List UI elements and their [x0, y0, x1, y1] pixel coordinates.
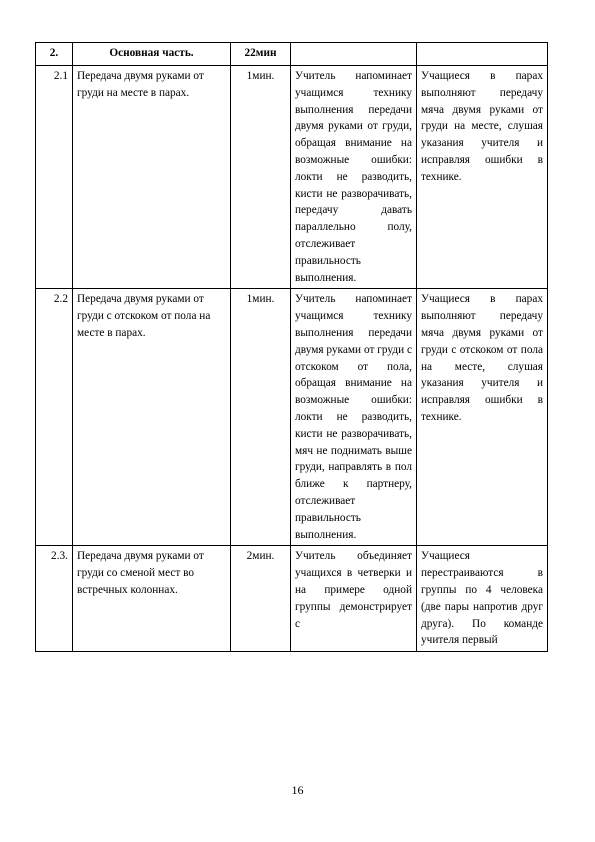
header-empty-cell: [291, 43, 417, 66]
table-row: [36, 289, 548, 546]
page-number: 16: [291, 783, 304, 797]
table-row: [36, 66, 548, 289]
time-cell: 1мин.: [231, 66, 291, 289]
row-number: 2.2: [36, 289, 73, 546]
table-header-row: [36, 43, 548, 66]
exercise-cell: Передача двумя руками от груди с отскоком от пола на месте в парах.: [73, 289, 231, 546]
section-title: Основная часть.: [73, 43, 231, 66]
exercise-cell: Передача двумя руками от груди со сменой мест во встречных колоннах.: [73, 546, 231, 652]
section-time: 22мин: [231, 43, 291, 66]
teacher-activity-cell: Учитель объединяет учащихся в четверки и на примере одной группы демонстрирует с: [291, 546, 417, 652]
lesson-plan-table: [35, 42, 548, 652]
time-cell: 1мин.: [231, 289, 291, 546]
student-activity-cell: Учащиеся в парах выполняют передачу мяча двумя руками от груди с отскоком от пола на месте, слушая указания учителя и исправляя ошибки в технике.: [417, 289, 548, 546]
exercise-cell: Передача двумя руками от груди на месте в парах.: [73, 66, 231, 289]
row-number: 2.1: [36, 66, 73, 289]
teacher-activity-cell: Учитель напоминает учащимся технику выполнения передачи двумя руками от груди с отскоком от пола, обращая внимание на возможные ошибки: локти не разводить, кисти не разворачивать, мяч не поднимать выше груди, направлять в пол ближе к партнеру, отслеживает правильность выполнения.: [291, 289, 417, 546]
teacher-activity-cell: Учитель напоминает учащимся технику выполнения передачи двумя руками от груди, обращая внимание на возможные ошибки: локти не разводить, кисти не разворачивать, передачу давать параллельно полу, отслеживает правильность выполнения.: [291, 66, 417, 289]
time-cell: 2мин.: [231, 546, 291, 652]
student-activity-cell: Учащиеся перестраиваются в группы по 4 человека (две пары напротив друг друга). По команде учителя первый: [417, 546, 548, 652]
header-empty-cell: [417, 43, 548, 66]
table-row: [36, 546, 548, 652]
section-number: 2.: [36, 43, 73, 66]
row-number: 2.3.: [36, 546, 73, 652]
student-activity-cell: Учащиеся в парах выполняют передачу мяча двумя руками от груди на месте, слушая указания учителя и исправляя ошибки в технике.: [417, 66, 548, 289]
